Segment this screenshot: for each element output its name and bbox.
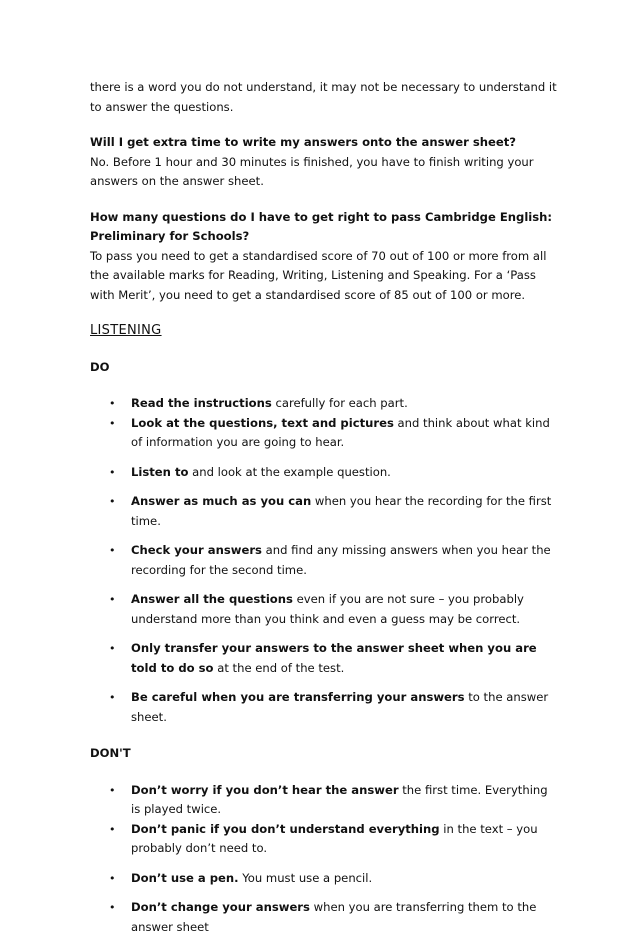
list-item: [90, 639, 560, 678]
item-text: carefully for each part.: [272, 396, 408, 410]
item-emphasis: Listen to: [131, 465, 188, 479]
dont-list: [90, 781, 560, 937]
bullet-icon: •: [109, 781, 116, 801]
list-item: [90, 820, 560, 859]
item-emphasis: Don’t worry if you don’t hear the answer: [131, 783, 399, 797]
list-item: [90, 590, 560, 629]
bullet-icon: •: [109, 463, 116, 483]
bullet-icon: •: [109, 639, 116, 659]
faq-answer: No. Before 1 hour and 30 minutes is finished, you have to finish writing your answers on the answer sheet.: [90, 153, 560, 192]
item-text: You must use a pencil.: [239, 871, 373, 885]
faq-question: How many questions do I have to get right to pass Cambridge English: Preliminary for Schools?: [90, 208, 560, 247]
dont-label: DON'T: [90, 744, 560, 764]
item-text: the first time. Everything is played twice.: [131, 783, 548, 817]
item-emphasis: Don’t use a pen.: [131, 871, 239, 885]
item-text: to the answer sheet.: [131, 690, 548, 724]
bullet-icon: •: [109, 414, 116, 434]
item-emphasis: Be careful when you are transferring your answers: [131, 690, 465, 704]
item-text: in the text – you probably don’t need to.: [131, 822, 538, 856]
list-item: [90, 541, 560, 580]
bullet-icon: •: [109, 541, 116, 561]
item-emphasis: Don’t change your answers: [131, 900, 310, 914]
faq-question: Will I get extra time to write my answers onto the answer sheet?: [90, 133, 560, 153]
item-emphasis: Don’t panic if you don’t understand everything: [131, 822, 440, 836]
item-emphasis: Answer all the questions: [131, 592, 293, 606]
list-item: [90, 688, 560, 727]
faq-item: [90, 208, 560, 306]
item-text: and find any missing answers when you hear the recording for the second time.: [131, 543, 551, 577]
bullet-icon: •: [109, 898, 116, 918]
section-title: LISTENING: [90, 321, 560, 341]
do-list: [90, 394, 560, 727]
item-text: and look at the example question.: [188, 465, 390, 479]
document-page: [90, 78, 560, 937]
faq-item: [90, 133, 560, 192]
item-text: even if you are not sure – you probably understand more than you think and even a guess may be correct.: [131, 592, 524, 626]
intro-continued-text: there is a word you do not understand, it may not be necessary to understand it to answer the questions.: [90, 78, 560, 117]
list-item: [90, 414, 560, 453]
bullet-icon: •: [109, 394, 116, 414]
bullet-icon: •: [109, 590, 116, 610]
do-label: DO: [90, 358, 560, 378]
bullet-icon: •: [109, 492, 116, 512]
list-item: [90, 492, 560, 531]
item-emphasis: Look at the questions, text and pictures: [131, 416, 394, 430]
bullet-icon: •: [109, 820, 116, 840]
list-item: [90, 394, 560, 414]
item-text: when you hear the recording for the first time.: [131, 494, 551, 528]
bullet-icon: •: [109, 688, 116, 708]
item-emphasis: Answer as much as you can: [131, 494, 311, 508]
item-emphasis: Only transfer your answers to the answer sheet when you are told to do so: [131, 641, 537, 675]
item-emphasis: Read the instructions: [131, 396, 272, 410]
item-text: at the end of the test.: [214, 661, 345, 675]
bullet-icon: •: [109, 869, 116, 889]
item-emphasis: Check your answers: [131, 543, 262, 557]
list-item: [90, 869, 560, 889]
list-item: [90, 463, 560, 483]
faq-answer: To pass you need to get a standardised score of 70 out of 100 or more from all the available marks for Reading, Writing, Listening and Speaking. For a ‘Pass with Merit’, you need to get a standardised score of 85 out of 100 or more.: [90, 247, 560, 306]
item-text: when you are transferring them to the answer sheet: [131, 900, 536, 934]
item-text: and think about what kind of information you are going to hear.: [131, 416, 550, 450]
list-item: [90, 781, 560, 820]
list-item: [90, 898, 560, 937]
